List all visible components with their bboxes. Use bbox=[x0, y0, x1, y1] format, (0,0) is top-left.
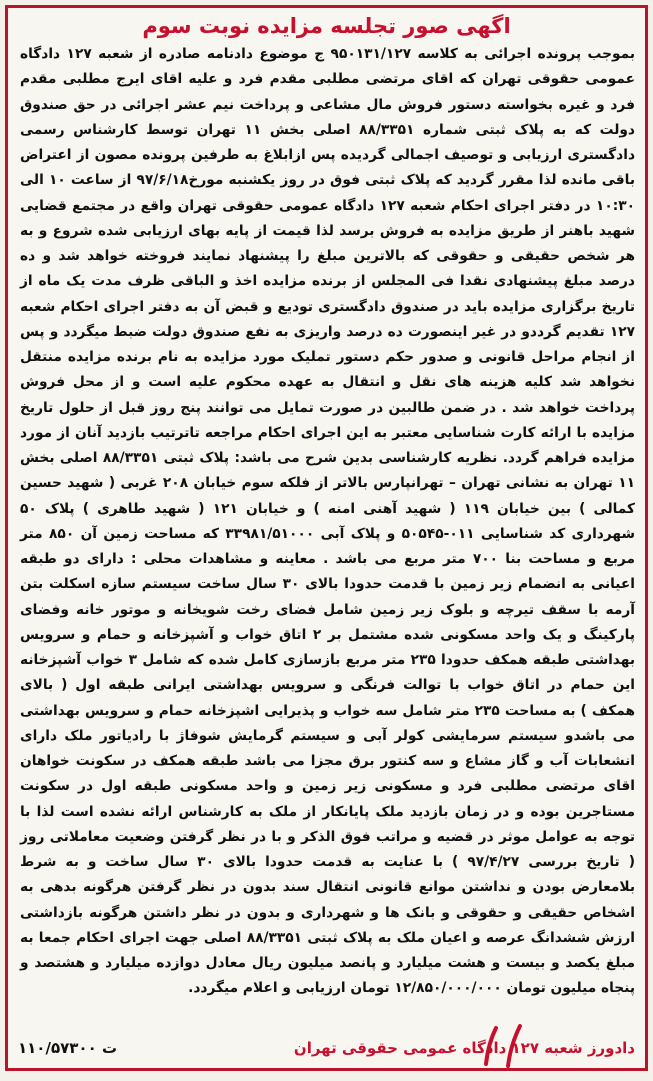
signature-line: دادورز شعبه ۱۲۷ دادگاه عمومی حقوقی تهران bbox=[293, 1039, 635, 1057]
ad-code: ۱۱۰/۵۷۳۰۰ ت bbox=[18, 1039, 118, 1057]
notice-title: اگهی صور تجلسه مزایده نوبت سوم bbox=[142, 14, 511, 38]
handwritten-mark-icon bbox=[474, 1024, 544, 1068]
newspaper-notice bbox=[5, 5, 648, 1071]
notice-body: بموجب پرونده اجرائی به کلاسه ۹۵۰۱۳۱/۱۲۷ ج موضوع دادنامه صادره از شعبه ۱۲۷ دادگاه عمومی حقوقی تهران که اقای مرتضی مطلبی مقدم فرد و علیه اقای ایرج مطلبی مقدم فرد و غیره بخواسته دستور فروش مال مشاعی و پرداخت نیم عشر اجرائی در حق صندوق دولت که به پلاک ثبتی شماره ۸۸/۳۳۵۱ اصلی بخش ۱۱ تهران توسط کارشناس رسمی دادگستری ارزیابی و توصیف اجمالی گردیده پس ازابلاغ به طرفین پرونده مصون از اعتراض باقی مانده لذا مقرر گردید که پلاک ثبتی فوق در روز یکشنبه مورخ۹۷/۶/۱۸ از ساعت ۱۰ الی ۱۰:۳۰ در دفتر اجرای احکام شعبه ۱۲۷ دادگاه عمومی حقوقی تهران واقع در مجتمع قضایی شهید باهنر از طریق مزایده به فروش برسد لذا قیمت از پایه بهای ارزیابی شده شروع و به هر شخص حقیقی و حقوقی که بالاترین مبلغ را پیشنهاد نمایند فروخته خواهد شد و ده درصد مبلغ پیشنهادی نقدا فی المجلس از برنده مزایده اخذ و الباقی ظرف مدت یک ماه از تاریخ برگزاری مزایده باید در صندوق دادگستری تودیع و قبض آن به دفتر اجرای احکام شعبه ۱۲۷ تقدیم گرددو در غیر اینصورت ده درصد واریزی به نفع صندوق دولت ضبط میگردد و پس از انجام مراحل قانونی و صدور حکم دستور تملیک مورد مزایده به نام برنده مزایده منتقل نخواهد شد کلیه هزینه های نقل و انتقال به عهده محکوم علیه است و از محل فروش پرداخت خواهد شد . در ضمن طالبین در صورت تمایل می توانند پنج روز قبل از حلول تاریخ مزایده با ارائه کارت شناسایی معتبر به این اجرای احکام مراجعه تاترتیب بازدید آنان از مورد مزایده فراهم گردد. نظریه کارشناسی بدین شرح می باشد: پلاک ثبتی ۸۸/۳۳۵۱ اصلی بخش ۱۱ تهران به نشانی تهران – تهرانپارس بالاتر از فلکه سوم خیابان ۲۰۸ غربی ( شهید حسین کمالی ) بین خیابان ۱۱۹ ( شهید آهنی امنه ) و خیابان ۱۲۱ ( شهید طاهری ) پلاک ۵۰ شهرداری کد شناسایی ۰۱۱-۵۰۵۴۵ و پلاک آبی ۳۳۹۸۱/۵۱۰۰۰ که مساحت زمین آن ۸۵۰ متر مربع و مساحت بنا ۷۰۰ متر مربع می باشد . معاینه و مشاهدات محلی : دارای دو طبقه اعیانی به انضمام زیر زمین با قدمت حدودا بالای ۳۰ سال ساخت سیستم سازه اسکلت بتن آرمه با سقف تیرچه و بلوک زیر زمین شامل فضای رخت شویخانه و موتور خانه وفضای پارکینگ و یک واحد مسکونی شده مشتمل بر ۲ اتاق خواب و آشپزخانه و حمام و سرویس بهداشتی طبقه همکف حدودا ۲۳۵ متر مربع بازسازی کامل شده که شامل ۳ خواب آشپزخانه این حمام در اتاق خواب با توالت فرنگی و سرویس بهداشتی ایرانی طبقه اول ( بالای همکف ) به مساحت ۲۳۵ متر شامل سه خواب و پذیرایی اشپزخانه حمام و سرویس بهداشتی می باشدو سیستم سرمایشی کولر آبی و سیستم گرمایش شوفاژ با رادیاتور ملک دارای انشعابات آب و گاز مشاع و سه کنتور برق مجزا می باشد طبقه همکف در سکونت خواهان اقای مرتضی مطلبی فرد و مسکونی زیر زمین و واحد مسکونی طبقه اول در سکونت مستاجرین بوده و در زمان بازدید ملک پایانکار از ملک به کارشناس ارائه نشده است لذا با توجه به عوامل موثر در قضیه و مراتب فوق الذکر و با در نظر گرفتن وضعیت معاملاتی روز ( تاریخ بررسی ۹۷/۴/۲۷ ) با عنایت به قدمت حدودا بالای ۳۰ سال ساخت و به شرط بلامعارض بودن و نداشتن موانع قانونی انتقال سند بدون در نظر گرفتن هرگونه بدهی به اشخاص حقیقی و حقوقی و بانک ها و شهرداری و بدون در نظر داشتن هرگونه بازداشتی ارزش ششدانگ عرصه و اعیان ملک به پلاک ثبتی ۸۸/۳۳۵۱ اصلی جهت اجرای احکام جمعا به مبلغ یکصد و بیست و هشت میلیارد و پانصد میلیون ریال معادل دوازده میلیارد و هشتصد و پنجاه میلیون تومان ۱۲/۸۵۰/۰۰۰/۰۰۰ تومان ارزیابی و اعلام میگردد. bbox=[20, 46, 636, 997]
